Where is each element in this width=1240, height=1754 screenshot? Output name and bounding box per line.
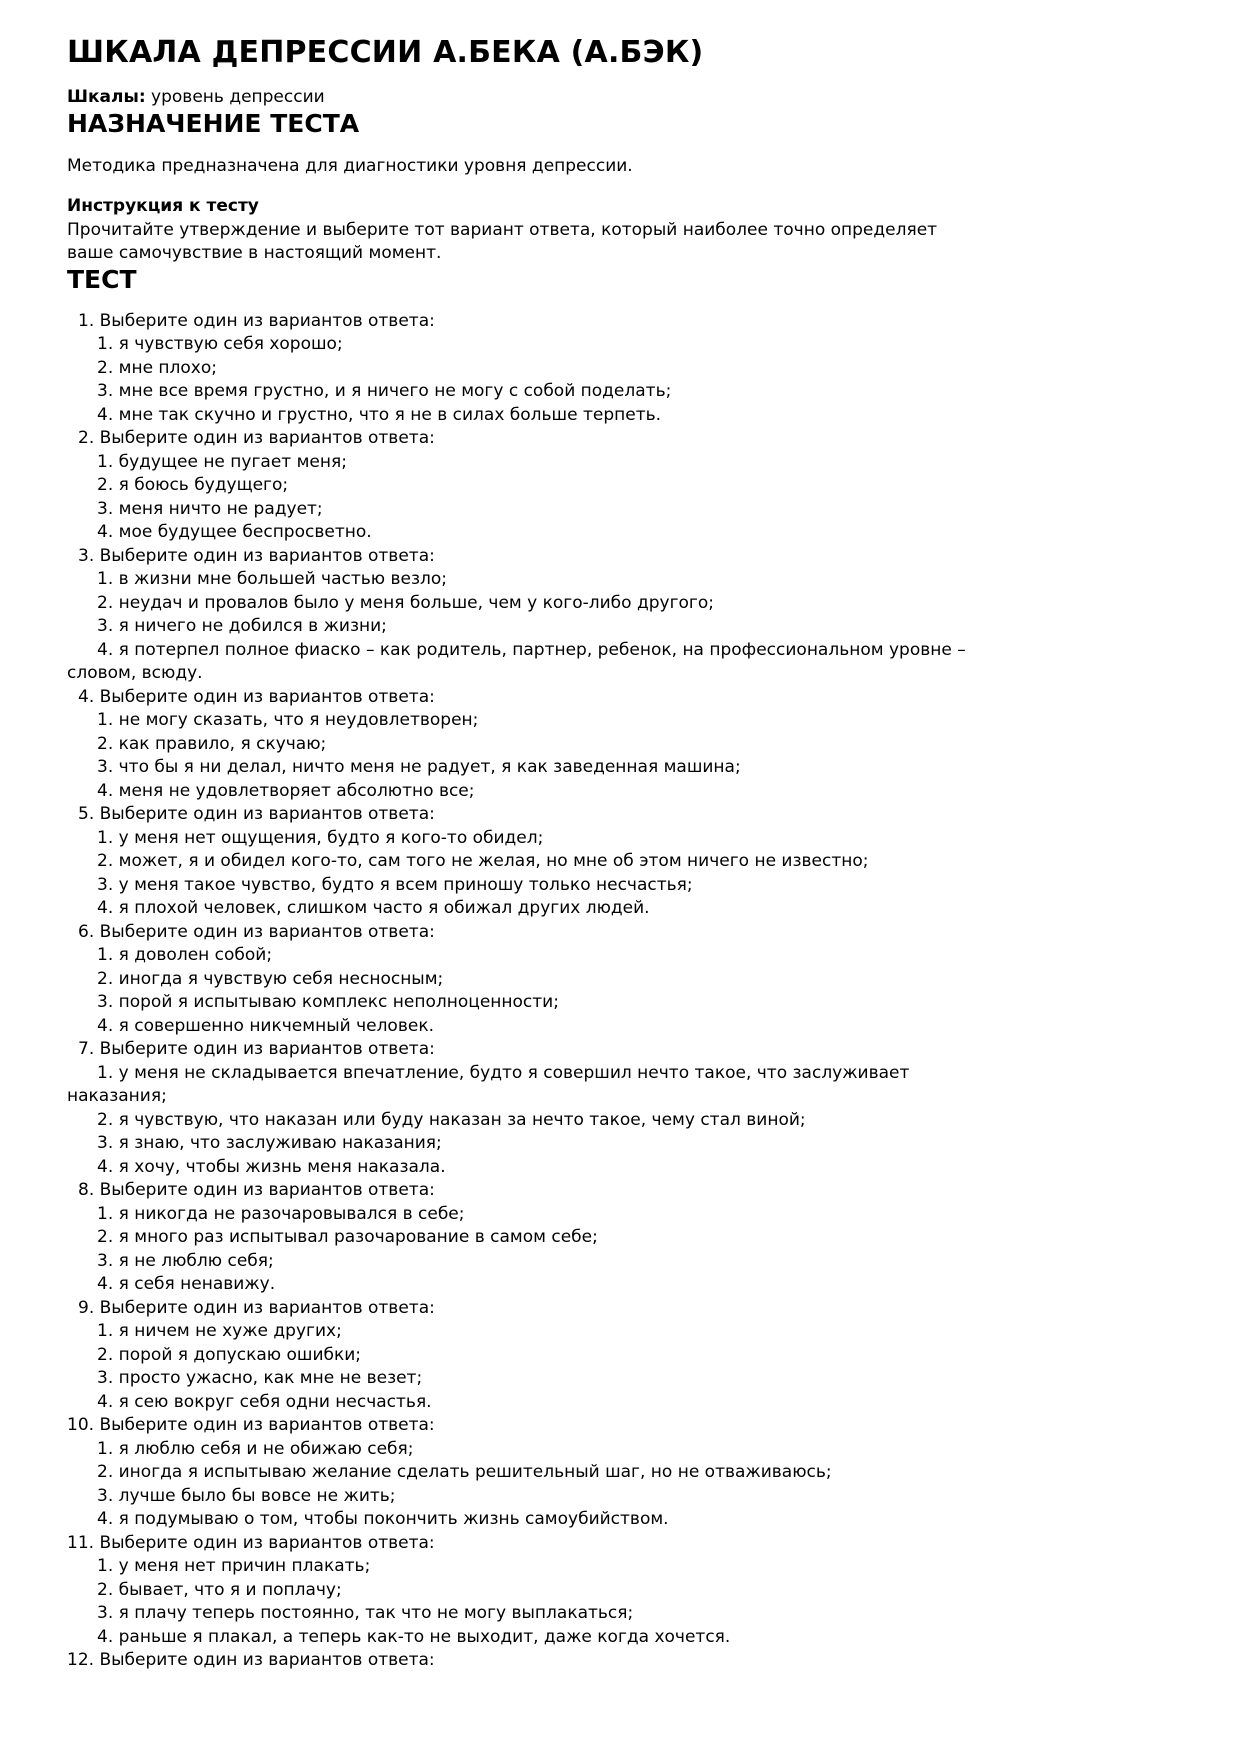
question-option: 3. у меня такое чувство, будто я всем приношу только несчастья; xyxy=(97,874,693,895)
question xyxy=(67,1532,987,1650)
question-option: 2. иногда я чувствую себя несносным; xyxy=(97,968,444,989)
purpose-text: Методика предназначена для диагностики уровня депрессии. xyxy=(67,155,633,176)
question-prompt: 2. Выберите один из вариантов ответа: xyxy=(78,428,435,448)
question-option: 1. будущее не пугает меня; xyxy=(97,451,347,472)
question-option: 4. я подумываю о том, чтобы покончить жизнь самоубийством. xyxy=(97,1509,669,1529)
question-option: 1. у меня нет причин плакать; xyxy=(97,1556,371,1576)
question-option: 2. я боюсь будущего; xyxy=(97,475,289,495)
question-option: 2. я чувствую, что наказан или буду наказан за нечто такое, чему стал виной; xyxy=(97,1109,806,1130)
question-option: 1. я ничем не хуже других; xyxy=(97,1321,342,1341)
question-option: 1. я чувствую себя хорошо; xyxy=(97,334,343,354)
page-title: ШКАЛА ДЕПРЕССИИ А.БЕКА (А.БЭК) xyxy=(67,35,704,70)
question-prompt: 10. Выберите один из вариантов ответа: xyxy=(67,1415,435,1435)
scales-label: Шкалы: xyxy=(67,87,146,107)
question xyxy=(67,1179,987,1297)
scales-value: уровень депрессии xyxy=(151,87,325,107)
question-prompt: 8. Выберите один из вариантов ответа: xyxy=(78,1180,435,1200)
question-option: 3. что бы я ни делал, ничто меня не радует, я как заведенная машина; xyxy=(97,757,741,777)
question xyxy=(67,921,987,1039)
question xyxy=(67,1649,987,1673)
question-option: 3. я знаю, что заслуживаю наказания; xyxy=(97,1133,442,1153)
scales-line xyxy=(67,86,987,110)
question-option: 3. порой я испытываю комплекс неполноценности; xyxy=(97,992,559,1012)
question-prompt: 1. Выберите один из вариантов ответа: xyxy=(78,310,435,331)
question-prompt: 7. Выберите один из вариантов ответа: xyxy=(78,1039,435,1059)
question-prompt: 6. Выберите один из вариантов ответа: xyxy=(78,921,435,942)
question xyxy=(67,1038,987,1179)
question-prompt: 11. Выберите один из вариантов ответа: xyxy=(67,1532,435,1553)
question-prompt: 4. Выберите один из вариантов ответа: xyxy=(78,686,435,707)
question-option: 4. меня не удовлетворяет абсолютно все; xyxy=(97,780,475,801)
question-option: 1. я люблю себя и не обижаю себя; xyxy=(97,1438,414,1459)
question-option: 1. не могу сказать, что я неудовлетворен; xyxy=(97,710,479,730)
question xyxy=(67,427,987,545)
question xyxy=(67,310,987,428)
question-option: 3. мне все время грустно, и я ничего не могу с собой поделать; xyxy=(97,381,672,401)
question-option: 4. я сею вокруг себя одни несчастья. xyxy=(97,1391,432,1412)
question-option: 4. я потерпел полное фиаско – как родитель, партнер, ребенок, на профессиональном уровне – словом, всюду. xyxy=(67,639,966,683)
test-heading: ТЕСТ xyxy=(67,264,137,294)
question-list xyxy=(67,310,987,1673)
question-option: 3. лучше было бы вовсе не жить; xyxy=(97,1485,396,1506)
question-option: 2. порой я допускаю ошибки; xyxy=(97,1344,362,1365)
question xyxy=(67,545,987,686)
question-option: 2. неудач и провалов было у меня больше, чем у кого-либо другого; xyxy=(97,592,714,613)
question xyxy=(67,686,987,804)
question-option: 2. мне плохо; xyxy=(97,357,217,378)
question-option: 2. я много раз испытывал разочарование в самом себе; xyxy=(97,1227,598,1247)
question-option: 1. я доволен собой; xyxy=(97,945,273,965)
question-option: 1. в жизни мне большей частью везло; xyxy=(97,569,448,589)
question-option: 4. я совершенно никчемный человек. xyxy=(97,1015,434,1036)
question-option: 4. мне так скучно и грустно, что я не в силах больше терпеть. xyxy=(97,404,662,425)
question-option: 3. я ничего не добился в жизни; xyxy=(97,616,387,636)
question-option: 2. иногда я испытываю желание сделать решительный шаг, но не отваживаюсь; xyxy=(97,1462,832,1482)
question-prompt: 9. Выберите один из вариантов ответа: xyxy=(78,1297,435,1318)
question-option: 2. как правило, я скучаю; xyxy=(97,733,327,754)
question-option: 2. бывает, что я и поплачу; xyxy=(97,1579,342,1600)
question-option: 4. мое будущее беспросветно. xyxy=(97,522,372,542)
question xyxy=(67,1297,987,1415)
question-option: 4. я хочу, чтобы жизнь меня наказала. xyxy=(97,1156,446,1177)
instruction-heading: Инструкция к тесту xyxy=(67,196,259,216)
question-option: 4. я себя ненавижу. xyxy=(97,1274,276,1294)
question xyxy=(67,803,987,921)
instruction-text: Прочитайте утверждение и выберите тот вариант ответа, который наиболее точно определяет ваше самочувствие в настоящий момент. xyxy=(67,219,938,263)
question xyxy=(67,1414,987,1532)
question-option: 4. раньше я плакал, а теперь как-то не выходит, даже когда хочется. xyxy=(97,1626,731,1647)
question-prompt: 12. Выберите один из вариантов ответа: xyxy=(67,1650,435,1670)
question-prompt: 5. Выберите один из вариантов ответа: xyxy=(78,804,435,824)
question-option: 1. у меня нет ощущения, будто я кого-то обидел; xyxy=(97,827,544,848)
question-option: 2. может, я и обидел кого-то, сам того не желая, но мне об этом ничего не известно; xyxy=(97,851,869,871)
question-prompt: 3. Выберите один из вариантов ответа: xyxy=(78,545,435,566)
question-option: 3. просто ужасно, как мне не везет; xyxy=(97,1368,423,1388)
question-option: 4. я плохой человек, слишком часто я обижал других людей. xyxy=(97,898,650,918)
purpose-heading: НАЗНАЧЕНИЕ ТЕСТА xyxy=(67,108,360,138)
question-option: 3. меня ничто не радует; xyxy=(97,498,323,519)
question-option: 3. я плачу теперь постоянно, так что не могу выплакаться; xyxy=(97,1603,634,1623)
question-option: 1. я никогда не разочаровывался в себе; xyxy=(97,1203,465,1224)
question-option: 3. я не люблю себя; xyxy=(97,1250,274,1271)
question-option: 1. у меня не складывается впечатление, будто я совершил нечто такое, что заслуживает наказания; xyxy=(67,1062,910,1106)
